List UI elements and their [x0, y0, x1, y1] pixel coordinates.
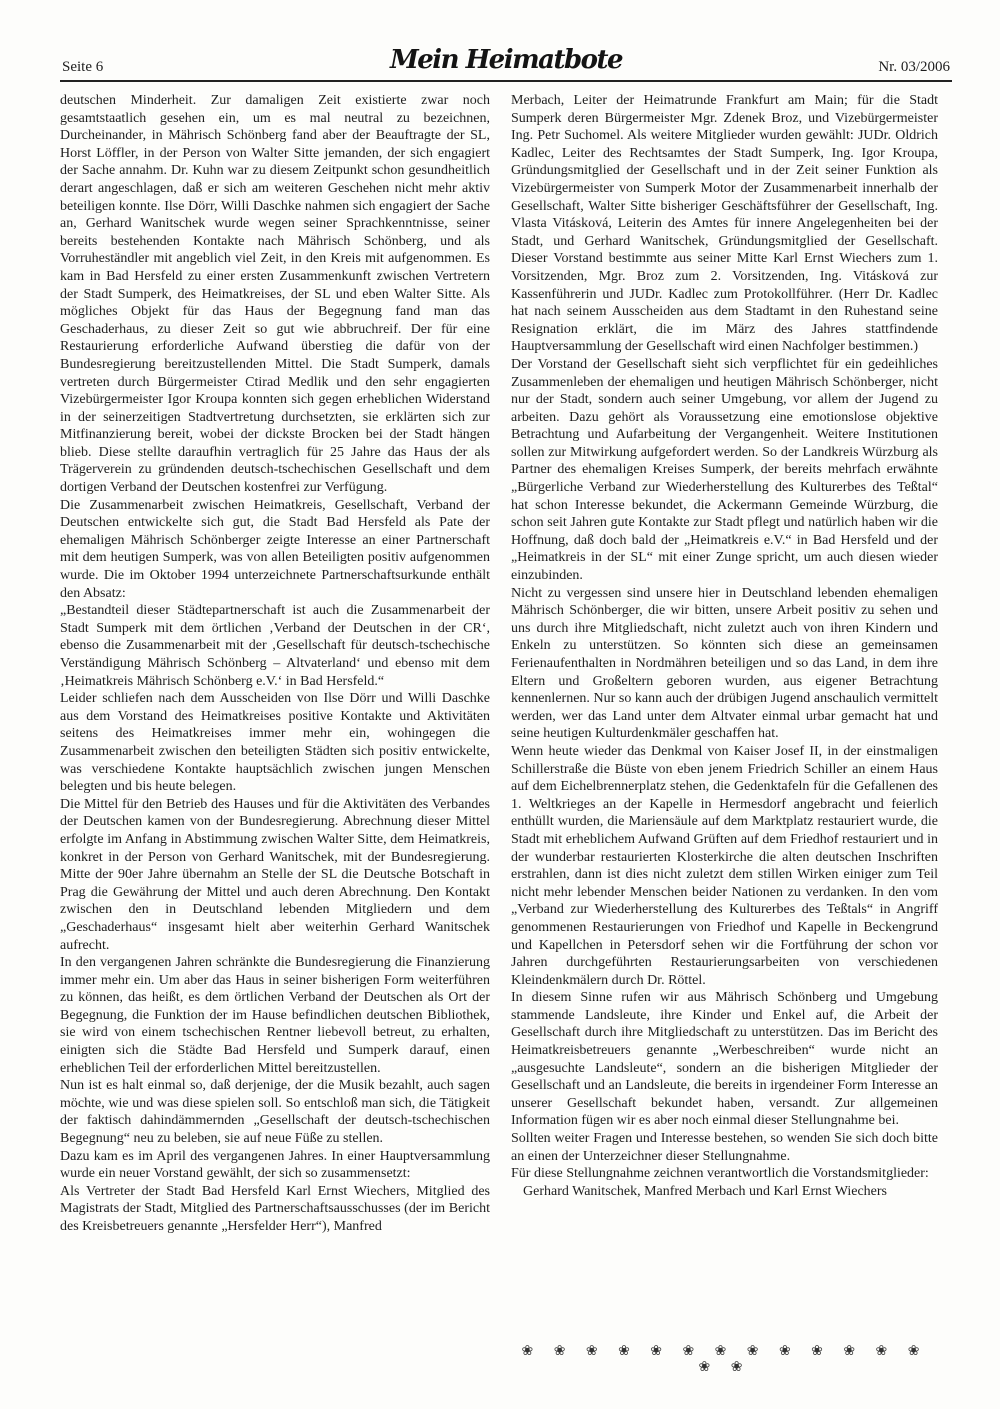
- paragraph: Nicht zu vergessen sind unsere hier in Deutschland lebenden ehemaligen Mährisch Schönberger, die wir bitten, unsere Arbeit positiv zu sehen und uns durch ihre Mitgliedschaft, nicht zuletzt auch von ihren Kindern und Enkeln zu unterstützen. So könnten sich diese an gemeinsamen Ferienaufenthalten in Nordmähren beteiligen und so das Land, in dem ihre Eltern und Großeltern geboren wurden, aus eigener Betrachtung kennenlernen. Nur so kann auch der drübigen Jugend anschaulich vermittelt werden, wer das Land unter dem Altvater einmal urbar gemacht hat und seine heutigen Kulturdenkmäler geschaffen hat.: [511, 585, 938, 742]
- paragraph: In den vergangenen Jahren schränkte die Bundesregierung die Finanzierung immer mehr ein. Um aber das Haus in seiner bisherigen Form weiterführen zu können, das heißt, es dem örtlichen Verband der Deutschen als Ort der Begegnung, die Funktion der im Hause befindlichen deutschen Bibliothek, sie wird von einem tschechischen Rentner liebevoll betreut, zu erhalten, einigten sich die Städte Bad Hersfeld und Sumperk darauf, einen erheblichen Teil der erforderlichen Mittel bereitzustellen.: [60, 955, 490, 1076]
- paragraph: Leider schliefen nach dem Ausscheiden von Ilse Dörr und Willi Daschke aus dem Vorstand des Heimatkreises positive Kontakte und Aktivitäten seitens des Heimatkreises immer mehr ein, wohingegen die Zusammenarbeit zwischen den beteiligten Städten sich positiv entwickelte, was verschiedene Kontakte hauptsächlich zwischen jungen Menschen belegten und bis heute belegen.: [60, 691, 490, 795]
- paragraph: deutschen Minderheit. Zur damaligen Zeit existierte zwar noch gesamtstaatlich gesehen ein, um es mal neutral zu bezeichnen, Durcheinander, in Mährisch Schönberg fand aber der Beauftragte der SL, Horst Löffler, in der Person von Walter Sitte jemanden, der sich engagiert der Sache annahm. Dr. Kuhn war zu diesem Zeitpunkt schon gesundheitlich derart angeschlagen, daß er sich am weiteren Geschehen nicht mehr aktiv beteiligen konnte. Ilse Dörr, Willi Daschke nahmen sich engagiert der Sache an, Gerhard Wanitschek wurde wegen seiner Sprachkenntnisse, seiner bereits bestehenden Kontakte nach Mährisch Schönberg, und als Vorruheständler mit angeblich viel Zeit, in den Kreis mit aufgenommen. Es kam in Bad Hersfeld zu einer ersten Zusammenkunft zwischen Vertretern der Stadt Sumperk, des Heimatkreises, der SL und eben Walter Sitte. Als mögliches Objekt für das Haus der Begegnung fand man das Geschaderhaus, zu dieser Zeit so gut wie abbruchreif. Der für eine Restaurierung erforderliche Aufwand überstieg die dafür von der Bundesregierung bereitzustellenden Mittel. Die Stadt Sumperk, damals vertreten durch Bürgermeister Ctirad Medlik und den sehr engagierten Vizebürgermeister Igor Kroupa konnten sich gegen erheblichen Widerstand in der seinerzeitigen Stadtvertretung durchsetzten, sie erklärten sich zur Mitfinanzierung bereit, wobei der dickste Brocken bei der Stadt hängen blieb. Diese stellte daraufhin vertraglich für 25 Jahre das Haus der als Trägerverein zu gründenden deutsch-tschechischen Gesellschaft und dem dortigen Verband der Deutschen kostenfrei zur Verfügung.: [60, 93, 490, 496]
- header-rule: [60, 80, 952, 82]
- paragraph: Die Zusammenarbeit zwischen Heimatkreis, Gesellschaft, Verband der Deutschen entwickelte sich gut, die Stadt Bad Hersfeld als Pate der ehemaligen Mährisch Schönberger zeigte Interesse an einer Partnerschaft mit dem heutigen Sumperk, was von allen Beteiligten positiv aufgenommen wurde. Die im Oktober 1994 unterzeichnete Partnerschaftsurkunde enthält den Absatz:: [60, 497, 490, 601]
- left-column: [60, 92, 490, 1236]
- paragraph: Merbach, Leiter der Heimatrunde Frankfurt am Main; für die Stadt Sumperk deren Bürgermeister Mgr. Zdenek Broz, und Vizebürgermeister Ing. Petr Suchomel. Als weitere Mitglieder wurden gewählt: JUDr. Oldrich Kadlec, Leiter des Rechtsamtes der Stadt Sumperk, Ing. Igor Kroupa, Gründungsmitglied der Gesellschaft und in der Zeit seiner Funktion als Vizebürgermeister von Sumperk Motor der Zusammenarbeit innerhalb der Gesellschaft, Walter Sitte bisheriger Geschäftsführer der Gesellschaft, Ing. Vlasta Vitásková, Leiterin des Amtes für innere Angelegenheiten bei der Stadt, und Gerhard Wanitschek, Gründungsmitglied der Gesellschaft. Dieser Vorstand bestimmte aus seiner Mitte Karl Ernst Wiechers zum 1. Vorsitzenden, Mgr. Broz zum 2. Vorsitzenden, Ing. Vitásková zur Kassenführerin und JUDr. Kadlec zum Protokollführer. (Herr Dr. Kadlec hat nach seinem Ausscheiden aus dem Stadtamt in den Ruhestand seine Resignation erklärt, die im März des Jahres stattfindende Hauptversammlung der Gesellschaft wird einen Nachfolger bestimmen.): [511, 93, 938, 355]
- flower-ornament-row: ❀ ❀ ❀ ❀ ❀ ❀ ❀ ❀ ❀ ❀ ❀ ❀ ❀ ❀ ❀: [521, 1343, 928, 1375]
- quote-paragraph: „Bestandteil dieser Städtepartnerschaft ist auch die Zusammenarbeit der Stadt Sumperk mit dem örtlichen ‚Verband der Deutschen in der CR‘, ebenso die Zusammenarbeit mit der ‚Gesellschaft für deutsch-tschechische Verständigung Mährisch Schönberg – Altvaterland‘ und ebenso mit dem ‚Heimatkreis Mährisch Schönberg e.V.‘ in Bad Hersfeld.“: [60, 603, 490, 689]
- paragraph: Nun ist es halt einmal so, daß derjenige, der die Musik bezahlt, auch sagen möchte, wie und was diese spielen soll. So entschloß man sich, die Tätigkeit der faktisch dahindämmernden „Gesellschaft der deutsch-tschechischen Begegnung“ neu zu beleben, sie auf neue Füße zu stellen.: [60, 1078, 490, 1147]
- paragraph: Für diese Stellungnahme zeichnen verantwortlich die Vorstandsmitglieder:: [511, 1166, 929, 1182]
- masthead-title: Mein Heimatbote: [389, 45, 623, 75]
- paragraph: Als Vertreter der Stadt Bad Hersfeld Karl Ernst Wiechers, Mitglied des Magistrats der Stadt, Mitglied des Partnerschaftsausschusses (der im Bericht des Kreisbetreuers genannte „Hersfelder Herr“), Manfred: [60, 1183, 490, 1234]
- page-header: [60, 45, 952, 85]
- paragraph: Wenn heute wieder das Denkmal von Kaiser Josef II, in der einstmaligen Schillerstraße die Büste von eben jenem Friedrich Schiller an einem Haus auf dem Eichelbrennerplatz stehen, die Gedenktafeln für die Gefallenen des 1. Weltkrieges an der Kapelle in Hermesdorf angebracht und feierlich enthüllt wurden, die Mariensäule auf dem Marktplatz restauriert wurde, die Stadt mit erheblichem Aufwand Grüften auf dem Friedhof restauriert und in der wunderbar restaurierten Klosterkirche die alten deutschen Inschriften erstrahlen, dann ist dies nicht zuletzt dem stillen Wirken einiger zum Teil nicht mehr lebender Menschen beider Nationen zu verdanken. In den vom „Verband zur Wiederherstellung des Kulturerbes des Teßtals“ in Angriff genommenen Restaurierungen von Friedhof und Kapelle in Beckengrund und Kapellchen in Petersdorf sehen wir die Fortführung der schon vor Jahren durchgeführten Restaurierungsarbeiten von verschiedenen Kleindenkmälern durch Dr. Röttel.: [511, 743, 938, 988]
- signatories: Gerhard Wanitschek, Manfred Merbach und Karl Ernst Wiechers: [523, 1183, 887, 1199]
- right-column: [511, 92, 938, 1200]
- paragraph: Die Mittel für den Betrieb des Hauses und für die Aktivitäten des Verbandes der Deutschen kamen von der Bundesregierung. Abrechnung dieser Mittel erfolgte im Anfang in Abstimmung zwischen Walter Sitte, dem Heimatkreis, konkret in der Person von Gerhard Wanitschek, mit der Bundesregierung. Mitte der 90er Jahre übernahm an Stelle der SL die Deutsche Botschaft in Prag die Gewährung der Mittel und auch deren Abrechnung. Den Kontakt zwischen den in Deutschland lebenden Mitgliedern und dem „Geschaderhaus“ insgesamt hielt aber weiterhin Gerhard Wanitschek aufrecht.: [60, 796, 490, 953]
- paragraph: Sollten weiter Fragen und Interesse bestehen, so wenden Sie sich doch bitte an einen der Unterzeichner dieser Stellungnahme.: [511, 1131, 938, 1164]
- paragraph: Dazu kam es im April des vergangenen Jahres. In einer Hauptversammlung wurde ein neuer Vorstand gewählt, der sich so zusammensetzt:: [60, 1148, 490, 1182]
- page-number: Seite 6: [62, 59, 104, 75]
- issue-number: Nr. 03/2006: [878, 59, 950, 75]
- paragraph: In diesem Sinne rufen wir aus Mährisch Schönberg und Umgebung stammende Landsleute, ihre Kinder und Enkel auf, die Arbeit der Gesellschaft durch ihre Mitgliedschaft zu unterstützen. Das im Bericht des Heimatkreisbetreuers genannte „Werbeschreiben“ wurde nicht an „ausgesuchte Landsleute“, sondern an die bisherigen Mitglieder der Gesellschaft und an Landsleute, die bereits in irgendeiner Form Interesse an unserer Gesellschaft bekundet haben, versandt. Zur allgemeinen Information fügen wir es aber noch einmal dieser Stellungnahme bei.: [511, 990, 938, 1129]
- paragraph: Der Vorstand der Gesellschaft sieht sich verpflichtet für ein gedeihliches Zusammenleben der ehemaligen und heutigen Mährisch Schönberger, nicht nur der Stadt, sondern auch seiner Umgebung, vor allem der Jugend zu arbeiten. Dazu gehört als Voraussetzung eine emotionslose objektive Betrachtung und Aufarbeitung der Vergangenheit. Weitere Institutionen sollen zur Mitwirkung aufgefordert werden. So der Landkreis Würzburg als Partner des ehemaligen Kreises Sumperk, der bereits mehrfach erwähnte „Bürgerliche Verband zur Wiederherstellung des Kulturerbes des Teßtal“ hat schon Interesse bekundet, die Ackermann Gemeinde Würzburg, die schon seit Jahren gute Kontakte zur Stadt pflegt und natürlich haben wir die Hoffnung, daß doch bald der „Heimatkreis e.V.“ in Bad Hersfeld und der „Heimatkreis in der SL“ mit einer Zunge spricht, um auch diesen wieder einzubinden.: [511, 356, 938, 584]
